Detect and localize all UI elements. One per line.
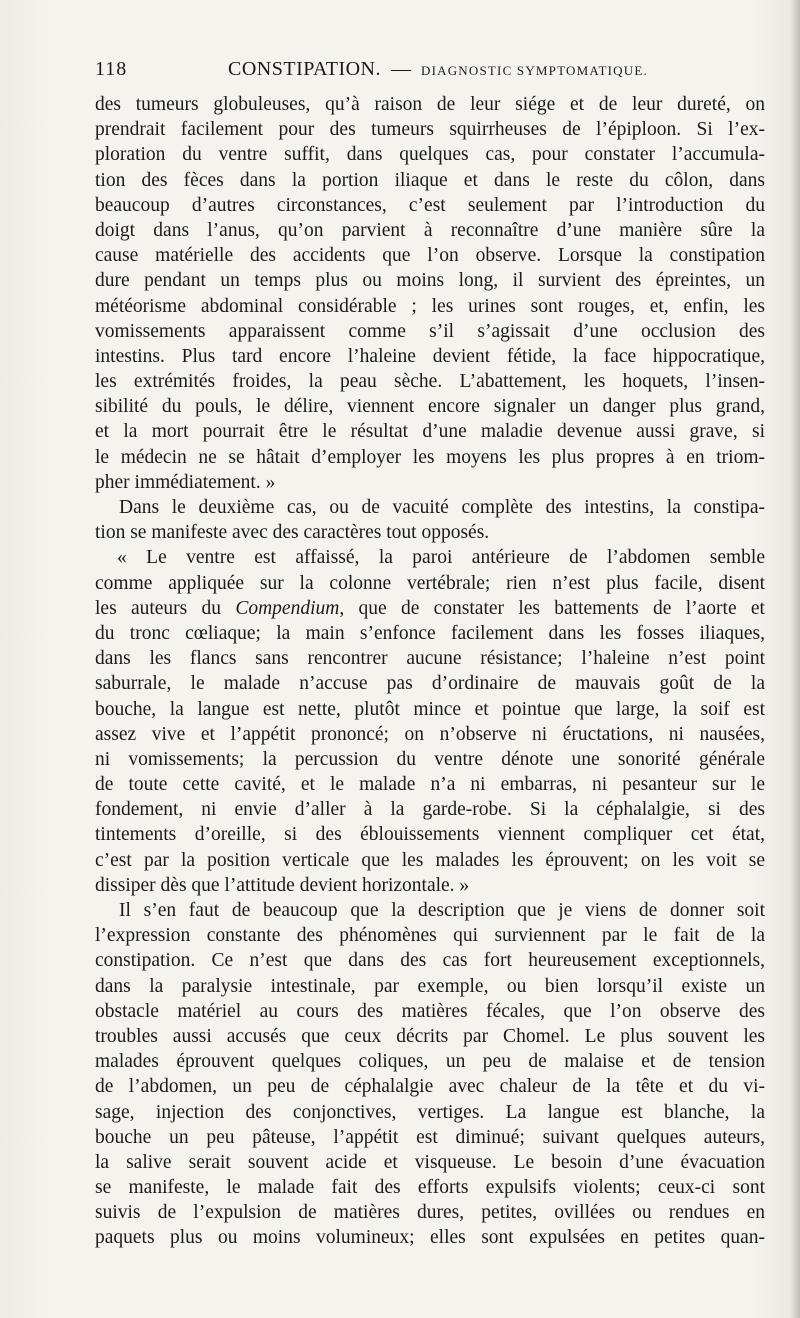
text-line: vomissements apparaissent comme s’il s’agissait d’une occlusion des <box>95 320 765 342</box>
text-line: sibilité du pouls, le délire, viennent encore signaler un danger plus grand, <box>95 396 765 418</box>
running-title <box>228 58 648 81</box>
text-line: saburrale, le malade n’accuse pas d’ordinaire de mauvais goût de la <box>95 673 765 695</box>
running-title-subtitle: DIAGNOSTIC SYMPTOMATIQUE. <box>421 63 648 78</box>
text-line: prendrait facilement pour des tumeurs squirrheuses de l’épiploon. Si l’ex- <box>95 119 765 141</box>
text-line: météorisme abdominal considérable ; les urines sont rouges, et, enfin, les <box>95 295 765 317</box>
cited-work-title: Compendium <box>235 597 340 619</box>
text-line: dissiper dès que l’attitude devient horizontale. » <box>95 874 470 896</box>
text-line: dans les flancs sans rencontrer aucune résistance; l’haleine n’est point <box>95 648 765 670</box>
body-text <box>95 92 765 1251</box>
paragraph-start: Il s’en faut de beaucoup que la description que je viens de donner soit <box>119 900 765 921</box>
text-line: suivis de l’expulsion de matières dures, petites, ovillées ou rendues en <box>95 1202 765 1224</box>
text-line: constipation. Ce n’est que dans des cas fort heureusement exceptionnels, <box>95 950 765 972</box>
paragraph-start: Dans le deuxième cas, ou de vacuité complète des intestins, la constipa- <box>119 497 765 518</box>
text-line: tion des fèces dans la portion iliaque et dans le reste du côlon, dans <box>95 169 765 191</box>
text-line: comme appliquée sur la colonne vertébrale; rien n’est plus facile, disent <box>95 572 765 594</box>
text-line: malades éprouvent quelques coliques, un peu de malaise et de tension <box>95 1051 765 1073</box>
text-line: pher immédiatement. » <box>95 471 276 493</box>
running-title-separator: — <box>391 58 412 80</box>
text-line: sage, injection des conjonctives, vertiges. La langue est blanche, la <box>95 1101 765 1123</box>
text-line: intestins. Plus tard encore l’haleine devient fétide, la face hippocratique, <box>95 345 765 367</box>
page-edge-shadow <box>790 0 800 1318</box>
text-line: de toute cette cavité, et le malade n’a ni embarras, ni pesanteur sur le <box>95 774 765 796</box>
text-line: se manifeste, le malade fait des efforts expulsifs violents; ceux-ci sont <box>95 1177 765 1199</box>
running-header <box>95 58 765 88</box>
text-line: tintements d’oreille, si des éblouissements viennent compliquer cet état, <box>95 824 765 846</box>
text-line: dans la paralysie intestinale, par exemple, ou bien lorsqu’il existe un <box>95 975 765 997</box>
text-line: bouche, la langue est nette, plutôt mince et pointue que large, la soif est <box>95 698 765 720</box>
text-line: paquets plus ou moins volumineux; elles sont expulsées en petites quan- <box>95 1227 765 1249</box>
text-line: la salive serait souvent acide et visqueuse. Le besoin d’une évacuation <box>95 1151 765 1173</box>
text-line: cause matérielle des accidents que l’on observe. Lorsque la constipation <box>95 245 765 267</box>
text-line: dure pendant un temps plus ou moins long, il survient des épreintes, un <box>95 270 765 292</box>
text-line: de l’abdomen, un peu de céphalalgie avec chaleur de la tête et du vi- <box>95 1076 765 1098</box>
text-line: doigt dans l’anus, qu’on parvient à reconnaître d’une manière sûre la <box>95 219 765 241</box>
text-line: beaucoup d’autres circonstances, c’est seulement par l’introduction du <box>95 194 765 216</box>
text-line: du tronc cœliaque; la main s’enfonce facilement dans les fosses iliaques, <box>95 622 765 644</box>
text-line: assez vive et l’appétit prononcé; on n’observe ni éructations, ni nausées, <box>95 723 765 745</box>
text-line: bouche un peu pâteuse, l’appétit est diminué; suivant quelques auteurs, <box>95 1126 765 1148</box>
text-line: des tumeurs globuleuses, qu’à raison de leur siége et de leur dureté, on <box>95 94 765 115</box>
text-segment: , que de constater les battements de l’aorte et <box>339 597 765 619</box>
text-line: c’est par la position verticale que les malades les éprouvent; on les voit se <box>95 849 765 871</box>
text-line: les extrémités froides, la peau sèche. L’abattement, les hoquets, l’insen- <box>95 371 765 393</box>
text-line: fondement, ni envie d’aller à la garde-robe. Si la céphalalgie, si des <box>95 799 765 821</box>
text-line: troubles aussi accusés que ceux décrits par Chomel. Le plus souvent les <box>95 1025 765 1047</box>
text-line: et la mort pourrait être le résultat d’une maladie devenue aussi grave, si <box>95 421 765 443</box>
running-title-main: CONSTIPATION. <box>228 58 382 80</box>
page-number: 118 <box>95 58 128 80</box>
text-line: l’expression constante des phénomènes qui surviennent par le fait de la <box>95 925 765 947</box>
text-line-with-citation <box>95 596 765 621</box>
text-line: le médecin ne se hâtait d’employer les moyens les plus propres à en triom- <box>95 446 765 468</box>
text-segment: les auteurs du <box>95 597 236 619</box>
text-line: ni vomissements; la percussion du ventre dénote une sonorité générale <box>95 748 765 770</box>
text-line: ploration du ventre suffit, dans quelques cas, pour constater l’accumula- <box>95 144 765 166</box>
text-line: obstacle matériel au cours des matières fécales, que l’on observe des <box>95 1000 765 1022</box>
paragraph-start: « Le ventre est affaissé, la paroi antérieure de l’abdomen semble <box>117 547 765 569</box>
text-line: tion se manifeste avec des caractères tout opposés. <box>95 522 490 544</box>
